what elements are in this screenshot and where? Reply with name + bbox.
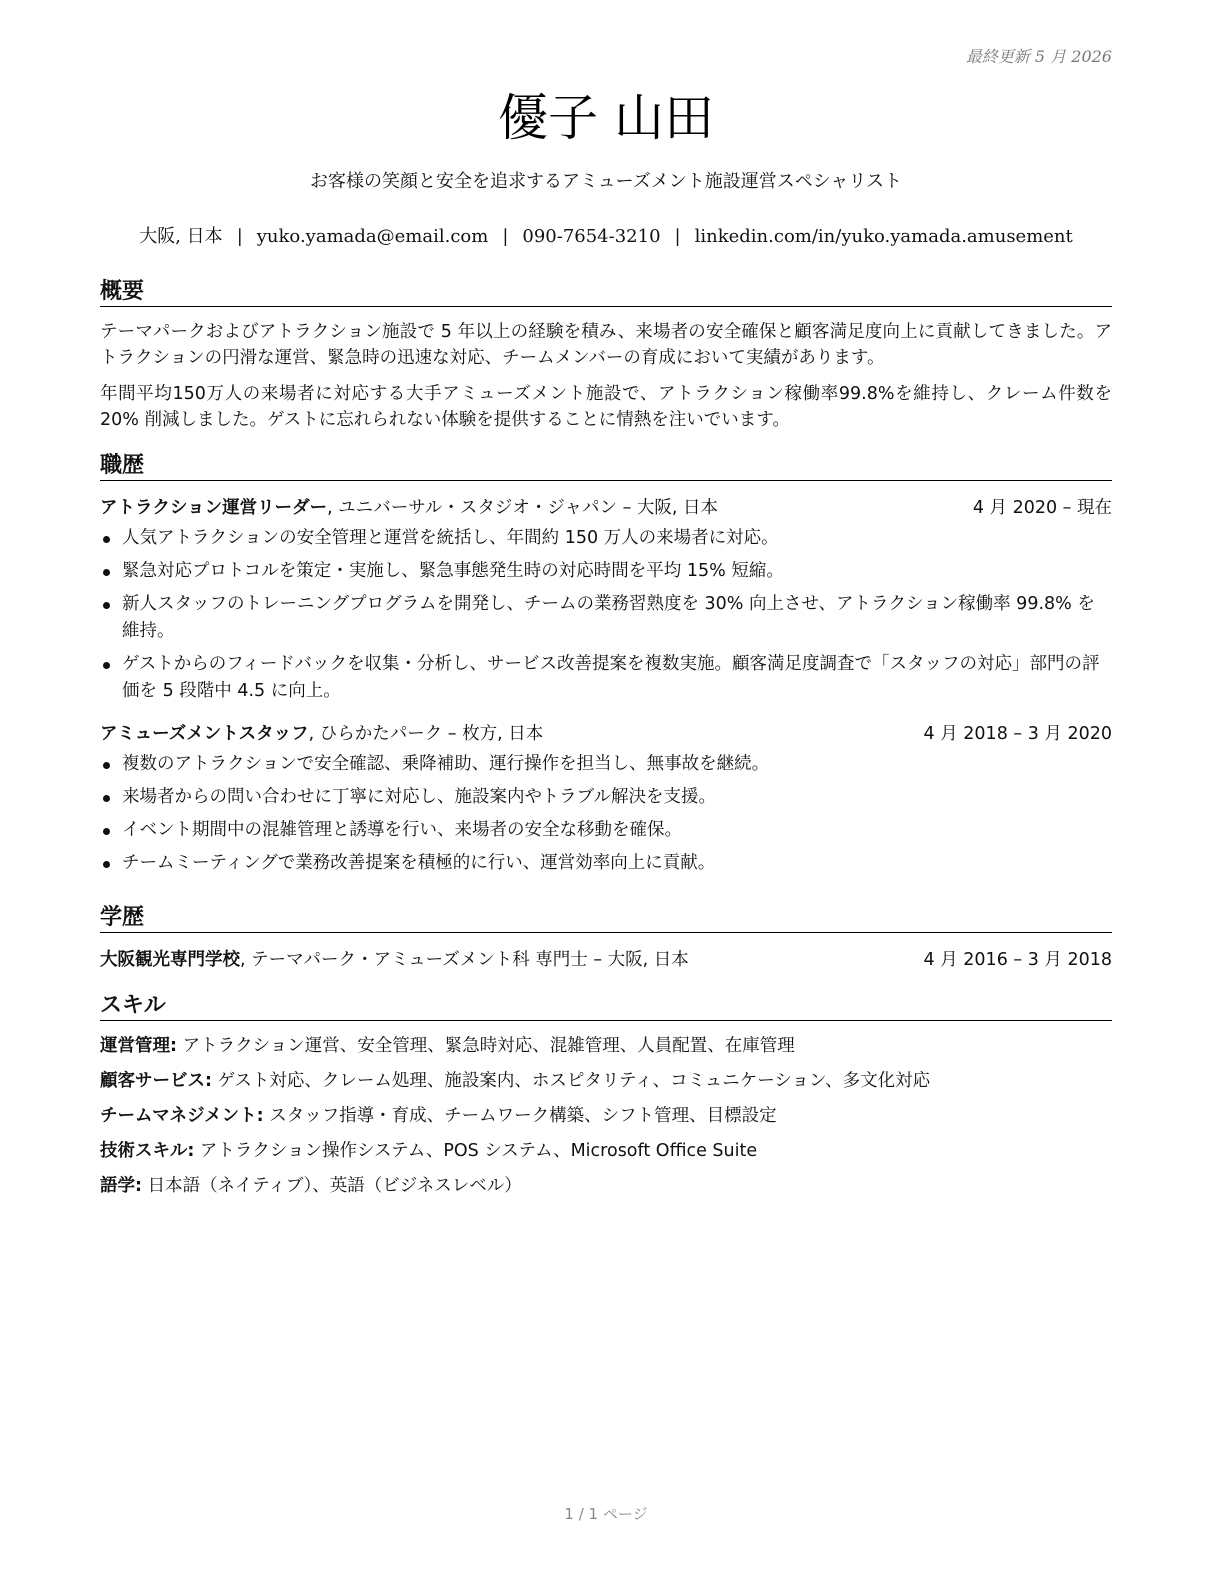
section-title-experience: 職歴	[100, 452, 1112, 481]
contact-separator: |	[236, 226, 243, 247]
page-number: 1 / 1 ページ	[564, 1505, 648, 1523]
summary-paragraph: テーマパークおよびアトラクション施設で 5 年以上の経験を積み、来場者の安全確保と顧客満足度向上に貢献してきました。アトラクションの円滑な運営、緊急時の迅速な対応、チームメンバーの育成において実績があります。	[100, 322, 1112, 368]
job-header	[100, 721, 1112, 747]
bullet-text: 新人スタッフのトレーニングプログラムを開発し、チームの業務習熟度を 30% 向上させ、アトラクション稼働率 99.8% を維持。	[122, 594, 1095, 641]
bullet-icon	[103, 861, 110, 868]
skill-category: 顧客サービス:	[100, 1071, 212, 1091]
job-org: , ユニバーサル・スタジオ・ジャパン – 大阪, 日本	[327, 498, 719, 518]
bullet-icon	[103, 536, 110, 543]
contact-location: 大阪, 日本	[139, 226, 223, 247]
job-role: アミューズメントスタッフ	[100, 724, 309, 744]
person-name: 優子 山田	[498, 89, 714, 147]
skill-category: 語学:	[100, 1176, 142, 1196]
section-title-summary: 概要	[100, 278, 1112, 307]
skill-row	[100, 1169, 1112, 1204]
bullet-icon	[103, 662, 110, 669]
bullet-text: イベント期間中の混雑管理と誘導を行い、来場者の安全な移動を確保。	[122, 820, 682, 840]
skill-row	[100, 1134, 1112, 1169]
skill-row	[100, 1029, 1112, 1064]
list-item	[100, 525, 1112, 552]
bullet-text: 複数のアトラクションで安全確認、乗降補助、運行操作を担当し、無事故を継続。	[122, 754, 770, 774]
list-item	[100, 751, 1112, 778]
contact-separator: |	[674, 226, 681, 247]
school-detail: , テーマパーク・アミューズメント科 専門士 – 大阪, 日本	[240, 950, 689, 970]
job-dates: 4 月 2018 – 3 月 2020	[923, 724, 1112, 744]
summary-section	[100, 278, 1112, 433]
bullet-icon	[103, 569, 110, 576]
bullet-text: 緊急対応プロトコルを策定・実施し、緊急事態発生時の対応時間を平均 15% 短縮。	[122, 561, 784, 581]
list-item	[100, 651, 1112, 705]
bullet-text: チームミーティングで業務改善提案を積極的に行い、運営効率向上に貢献。	[122, 853, 716, 873]
skill-values: アトラクション運営、安全管理、緊急時対応、混雑管理、人員配置、在庫管理	[177, 1036, 795, 1056]
skills-section	[100, 992, 1112, 1204]
skills-list	[100, 1029, 1112, 1204]
skill-values: 日本語（ネイティブ）、英語（ビジネスレベル）	[142, 1176, 522, 1196]
education-dates: 4 月 2016 – 3 月 2018	[923, 950, 1112, 970]
list-item	[100, 591, 1112, 645]
education-entry	[100, 947, 1112, 973]
bullet-icon	[103, 795, 110, 802]
summary-paragraph: 年間平均150万人の来場者に対応する大手アミューズメント施設で、アトラクション稼働率99.8%を維持し、クレーム件数を 20% 削減しました。ゲストに忘れられない体験を提供することに情熱を注いでいます。	[100, 384, 1112, 430]
bullet-icon	[103, 602, 110, 609]
skill-row	[100, 1099, 1112, 1134]
job-entry	[100, 495, 1112, 705]
bullet-icon	[103, 828, 110, 835]
bullet-icon	[103, 762, 110, 769]
skill-category: チームマネジメント:	[100, 1106, 264, 1126]
contact-separator: |	[502, 226, 509, 247]
skill-category: 技術スキル:	[100, 1141, 195, 1161]
experience-section	[100, 452, 1112, 883]
job-entry	[100, 721, 1112, 877]
school-name: 大阪観光専門学校	[100, 950, 240, 970]
job-org: , ひらかたパーク – 枚方, 日本	[308, 724, 544, 744]
tagline: お客様の笑顔と安全を追求するアミューズメント施設運営スペシャリスト	[309, 171, 903, 192]
skill-row	[100, 1064, 1112, 1099]
skill-values: アトラクション操作システム、POS システム、Microsoft Office Suite	[194, 1141, 758, 1161]
contact-linkedin[interactable]: linkedin.com/in/yuko.yamada.amusement	[694, 226, 1073, 247]
job-dates: 4 月 2020 – 現在	[972, 498, 1112, 518]
job-header	[100, 495, 1112, 521]
skill-values: ゲスト対応、クレーム処理、施設案内、ホスピタリティ、コミュニケーション、多文化対応	[212, 1071, 931, 1091]
contact-phone[interactable]: 090-7654-3210	[522, 226, 661, 247]
job-bullets	[100, 751, 1112, 877]
section-title-education: 学歴	[100, 904, 1112, 933]
list-item	[100, 817, 1112, 844]
list-item	[100, 784, 1112, 811]
job-role: アトラクション運営リーダー	[100, 498, 328, 518]
list-item	[100, 558, 1112, 585]
last-updated: 最終更新 5 月 2026	[965, 47, 1112, 66]
list-item	[100, 850, 1112, 877]
contact-email[interactable]: yuko.yamada@email.com	[256, 226, 489, 247]
resume-page	[100, 0, 1112, 1584]
job-bullets	[100, 525, 1112, 705]
bullet-text: 人気アトラクションの安全管理と運営を統括し、年間約 150 万人の来場者に対応。	[122, 528, 779, 548]
education-section	[100, 904, 1112, 973]
skill-category: 運営管理:	[100, 1036, 177, 1056]
skill-values: スタッフ指導・育成、チームワーク構築、シフト管理、目標設定	[263, 1106, 777, 1126]
section-title-skills: スキル	[100, 992, 1112, 1021]
bullet-text: 来場者からの問い合わせに丁寧に対応し、施設案内やトラブル解決を支援。	[122, 787, 716, 807]
bullet-text: ゲストからのフィードバックを収集・分析し、サービス改善提案を複数実施。顧客満足度調査で「スタッフの対応」部門の評価を 5 段階中 4.5 に向上。	[122, 654, 1100, 701]
contact-line	[100, 225, 1112, 249]
